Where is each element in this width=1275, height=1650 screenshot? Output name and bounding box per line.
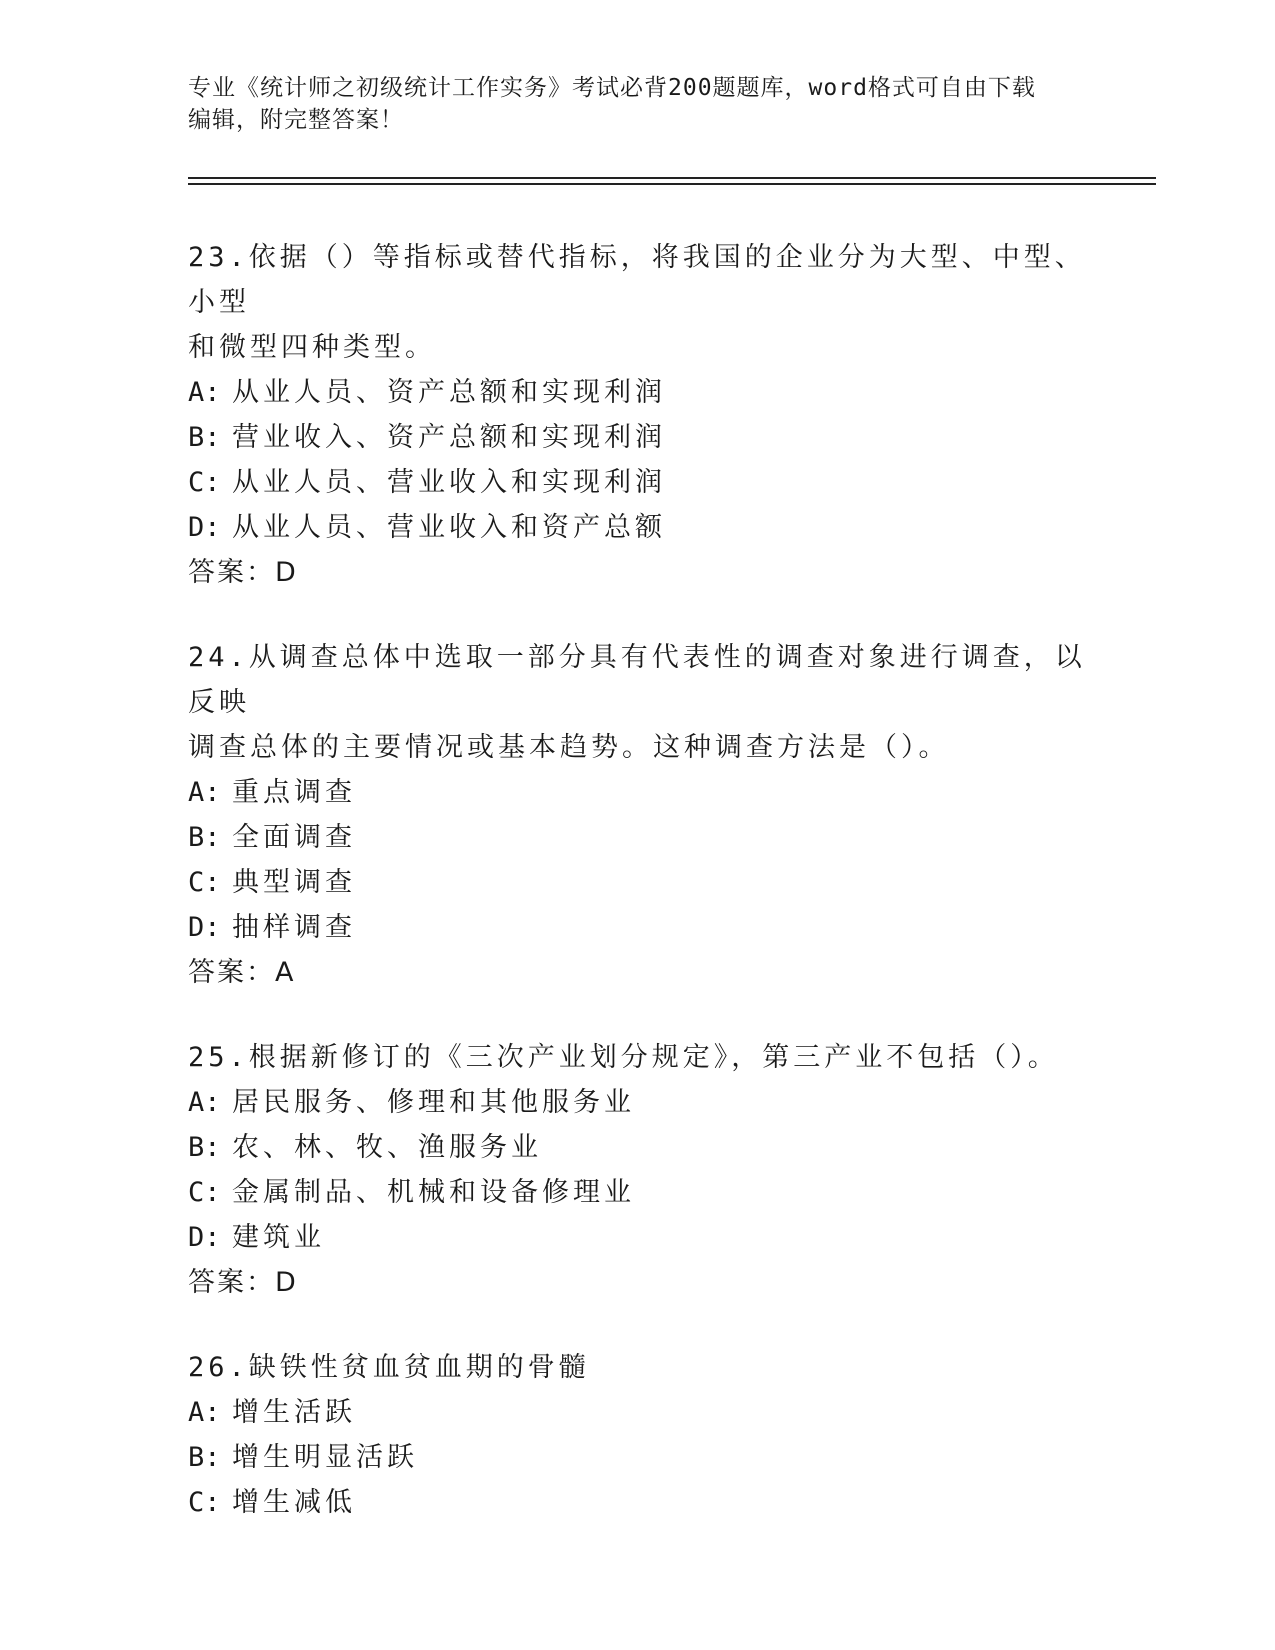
question-stem: [188, 235, 1088, 370]
answer-line: 答案：D: [188, 1267, 298, 1298]
option-letter: B:: [188, 1132, 221, 1163]
option-c: [188, 860, 1088, 905]
option-b: [188, 1435, 1088, 1480]
option-letter: A:: [188, 1397, 221, 1428]
header-line-2: 编辑，附完整答案！: [188, 107, 404, 133]
question-24: [188, 635, 1088, 995]
option-d: [188, 1215, 1088, 1260]
option-c: [188, 1170, 1088, 1215]
option-letter: D:: [188, 512, 221, 543]
option-text: 增生减低: [232, 1487, 356, 1518]
option-letter: B:: [188, 422, 221, 453]
question-list: [188, 235, 1088, 1565]
option-text: 重点调查: [232, 777, 356, 808]
option-letter: D:: [188, 912, 221, 943]
option-a: [188, 770, 1088, 815]
option-c: [188, 460, 1088, 505]
option-d: [188, 505, 1088, 550]
header-divider-top: [188, 177, 1156, 179]
option-a: [188, 1080, 1088, 1125]
option-text: 营业收入、资产总额和实现利润: [232, 422, 666, 453]
question-stem: [188, 1345, 1088, 1390]
option-text: 从业人员、资产总额和实现利润: [232, 377, 666, 408]
option-a: [188, 1390, 1088, 1435]
option-d: [188, 905, 1088, 950]
question-stem: [188, 635, 1088, 770]
option-text: 全面调查: [232, 822, 356, 853]
option-text: 农、林、牧、渔服务业: [232, 1132, 542, 1163]
option-text: 从业人员、营业收入和资产总额: [232, 512, 666, 543]
option-text: 增生活跃: [232, 1397, 356, 1428]
answer-line: 答案：D: [188, 557, 298, 588]
option-text: 典型调查: [232, 867, 356, 898]
question-stem-line-1: 24.从调查总体中选取一部分具有代表性的调查对象进行调查，以反映: [188, 642, 1086, 718]
option-letter: A:: [188, 1087, 221, 1118]
question-25: [188, 1035, 1088, 1305]
option-text: 金属制品、机械和设备修理业: [232, 1177, 635, 1208]
option-letter: C:: [188, 1177, 221, 1208]
option-letter: C:: [188, 1487, 221, 1518]
option-b: [188, 815, 1088, 860]
question-stem-line-1: 25.根据新修订的《三次产业划分规定》，第三产业不包括（）。: [188, 1042, 1059, 1073]
option-text: 增生明显活跃: [232, 1442, 418, 1473]
question-stem-line-2: 调查总体的主要情况或基本趋势。这种调查方法是（）。: [188, 732, 950, 763]
question-stem-line-2: 和微型四种类型。: [188, 332, 436, 363]
option-text: 建筑业: [232, 1222, 325, 1253]
option-text: 从业人员、营业收入和实现利润: [232, 467, 666, 498]
question-stem-line-1: 23.依据（）等指标或替代指标，将我国的企业分为大型、中型、小型: [188, 242, 1086, 318]
option-a: [188, 370, 1088, 415]
option-text: 居民服务、修理和其他服务业: [232, 1087, 635, 1118]
answer-line: 答案：A: [188, 957, 296, 988]
header-divider-bottom: [188, 183, 1156, 185]
question-stem-line-1: 26.缺铁性贫血贫血期的骨髓: [188, 1352, 590, 1383]
question-23: [188, 235, 1088, 595]
option-letter: B:: [188, 1442, 221, 1473]
option-letter: D:: [188, 1222, 221, 1253]
option-c: [188, 1480, 1088, 1525]
option-text: 抽样调查: [232, 912, 356, 943]
document-header: [188, 72, 1088, 136]
question-26: [188, 1345, 1088, 1525]
option-letter: A:: [188, 777, 221, 808]
option-letter: C:: [188, 867, 221, 898]
option-b: [188, 415, 1088, 460]
option-letter: A:: [188, 377, 221, 408]
option-letter: B:: [188, 822, 221, 853]
option-b: [188, 1125, 1088, 1170]
header-line-1: 专业《统计师之初级统计工作实务》考试必背200题题库，word格式可自由下载: [188, 75, 1036, 101]
option-letter: C:: [188, 467, 221, 498]
question-stem: [188, 1035, 1088, 1080]
